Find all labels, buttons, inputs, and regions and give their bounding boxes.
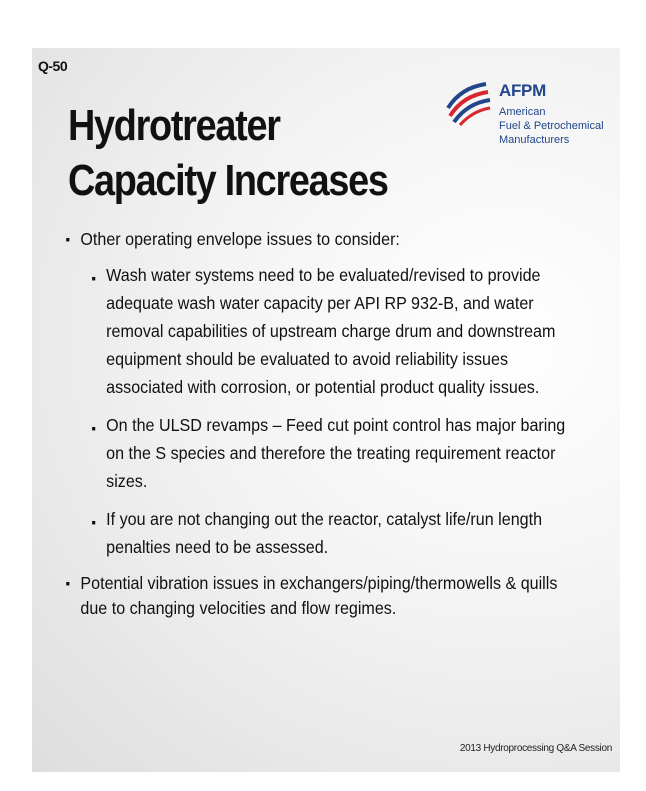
bullet-marker: ▪ <box>91 270 97 286</box>
sub-bullet-text: Wash water systems need to be evaluated/revised to provide adequate wash water capacity per API RP 932-B, and water removal capabilities of upstream charge drum and downstream equipment should be evaluated to avoid reliability issues associated with corrosion, or potential product quality issues. <box>106 265 556 397</box>
logo-line-2: Fuel & Petrochemical <box>499 120 604 132</box>
sub-bullet-text: If you are not changing out the reactor, catalyst life/run length penalties need to be assessed. <box>106 509 543 557</box>
bullet-marker: ▪ <box>65 575 71 591</box>
bullet-marker: ▪ <box>91 420 97 436</box>
bullet-marker: ▪ <box>91 514 97 530</box>
sub-bullet-item <box>88 411 566 495</box>
footer-text: 2013 Hydroprocessing Q&A Session <box>459 743 612 754</box>
afpm-logo <box>444 78 614 188</box>
logo-name: AFPM <box>499 81 546 100</box>
bullet-text: Other operating envelope issues to consider: <box>80 229 400 249</box>
question-number: Q-50 <box>38 58 68 74</box>
slide <box>32 48 620 772</box>
logo-line-3: Manufacturers <box>499 134 570 146</box>
bullet-text: Potential vibration issues in exchangers/piping/thermowells & quills due to changing velocities and flow regimes. <box>80 573 558 618</box>
bullet-marker: ▪ <box>65 231 71 247</box>
sub-bullet-item <box>88 261 566 401</box>
slide-title: Hydrotreater Capacity Increases <box>68 101 388 205</box>
logo-full-name <box>499 105 619 147</box>
bullet-item <box>62 228 566 251</box>
bullet-list <box>62 228 566 631</box>
sub-bullet-text: On the ULSD revamps – Feed cut point control has major baring on the S species and therefore the treating requirement reactor sizes. <box>106 415 566 491</box>
afpm-logo-icon <box>444 78 492 126</box>
logo-line-1: American <box>499 106 546 118</box>
bullet-item <box>62 571 566 621</box>
sub-bullet-item <box>88 505 566 561</box>
